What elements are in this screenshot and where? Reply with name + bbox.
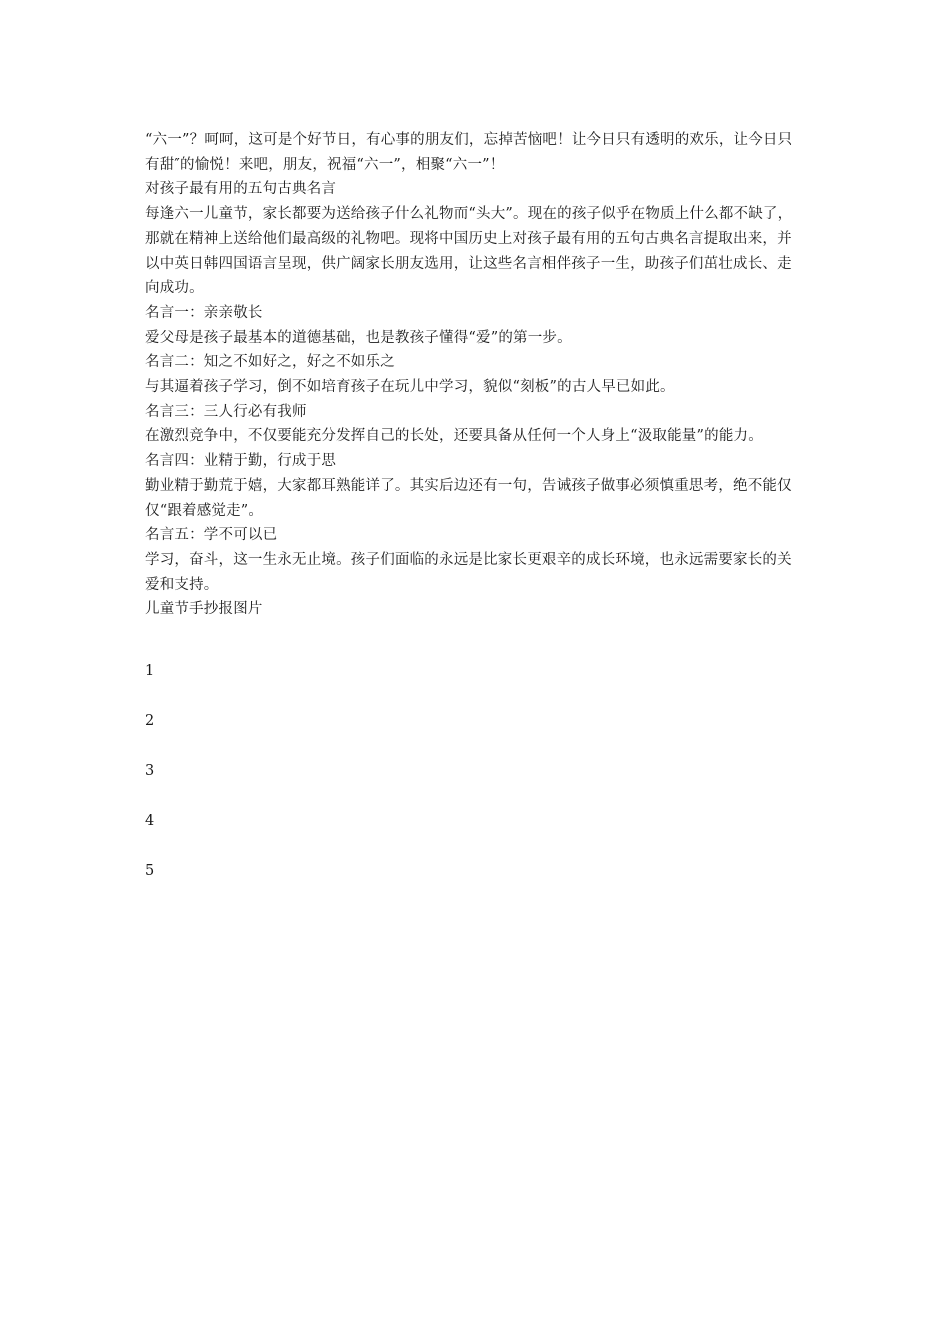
section-heading: 对孩子最有用的五句古典名言 bbox=[145, 181, 337, 198]
image-number: 5 bbox=[145, 863, 155, 880]
quote-heading-4: 名言四：业精于勤，行成于思 bbox=[145, 453, 337, 470]
quote-heading-5: 名言五：学不可以已 bbox=[145, 527, 278, 544]
image-number: 2 bbox=[145, 713, 155, 730]
document-body bbox=[145, 128, 805, 896]
image-number: 4 bbox=[145, 813, 155, 830]
images-heading: 儿童节手抄报图片 bbox=[145, 601, 263, 618]
quote-heading-1: 名言一：亲亲敬长 bbox=[145, 304, 263, 321]
quote-text-2: 与其逼着孩子学习，倒不如培育孩子在玩儿中学习，貌似“刻板”的古人早已如此。 bbox=[145, 379, 675, 396]
quote-heading-3: 名言三：三人行必有我师 bbox=[145, 403, 307, 420]
quote-text-3: 在激烈竞争中，不仅要能充分发挥自己的长处，还要具备从任何一个人身上“汲取能量”的能力。 bbox=[145, 428, 763, 445]
quote-text-5: 学习，奋斗，这一生永无止境。孩子们面临的永远是比家长更艰辛的成长环境，也永远需要家长的关爱和支持。 bbox=[145, 551, 792, 593]
image-number-list bbox=[145, 646, 805, 896]
body-paragraph: 每逢六一儿童节，家长都要为送给孩子什么礼物而“头大”。现在的孩子似乎在物质上什么都不缺了，那就在精神上送给他们最高级的礼物吧。现将中国历史上对孩子最有用的五句古典名言提取出来，并以中英日韩四国语言呈现，供广阔家长朋友选用，让这些名言相伴孩子一生，助孩子们茁壮成长、走向成功。 bbox=[145, 206, 793, 297]
quote-text-1: 爱父母是孩子最基本的道德基础，也是教孩子懂得“爱”的第一步。 bbox=[145, 329, 572, 346]
image-number: 3 bbox=[145, 763, 155, 780]
quote-heading-2: 名言二：知之不如好之，好之不如乐之 bbox=[145, 354, 395, 371]
intro-paragraph: “六一”？呵呵，这可是个好节日，有心事的朋友们，忘掉苦恼吧！让今日只有透明的欢乐，让今日只有甜″的愉悦！来吧，朋友，祝福“六一”，相聚“六一”！ bbox=[145, 132, 793, 173]
quote-text-4: 勤业精于勤荒于嬉，大家都耳熟能详了。其实后边还有一句，告诫孩子做事必须慎重思考，绝不能仅仅“跟着感觉走”。 bbox=[145, 477, 792, 519]
image-number: 1 bbox=[145, 663, 155, 680]
